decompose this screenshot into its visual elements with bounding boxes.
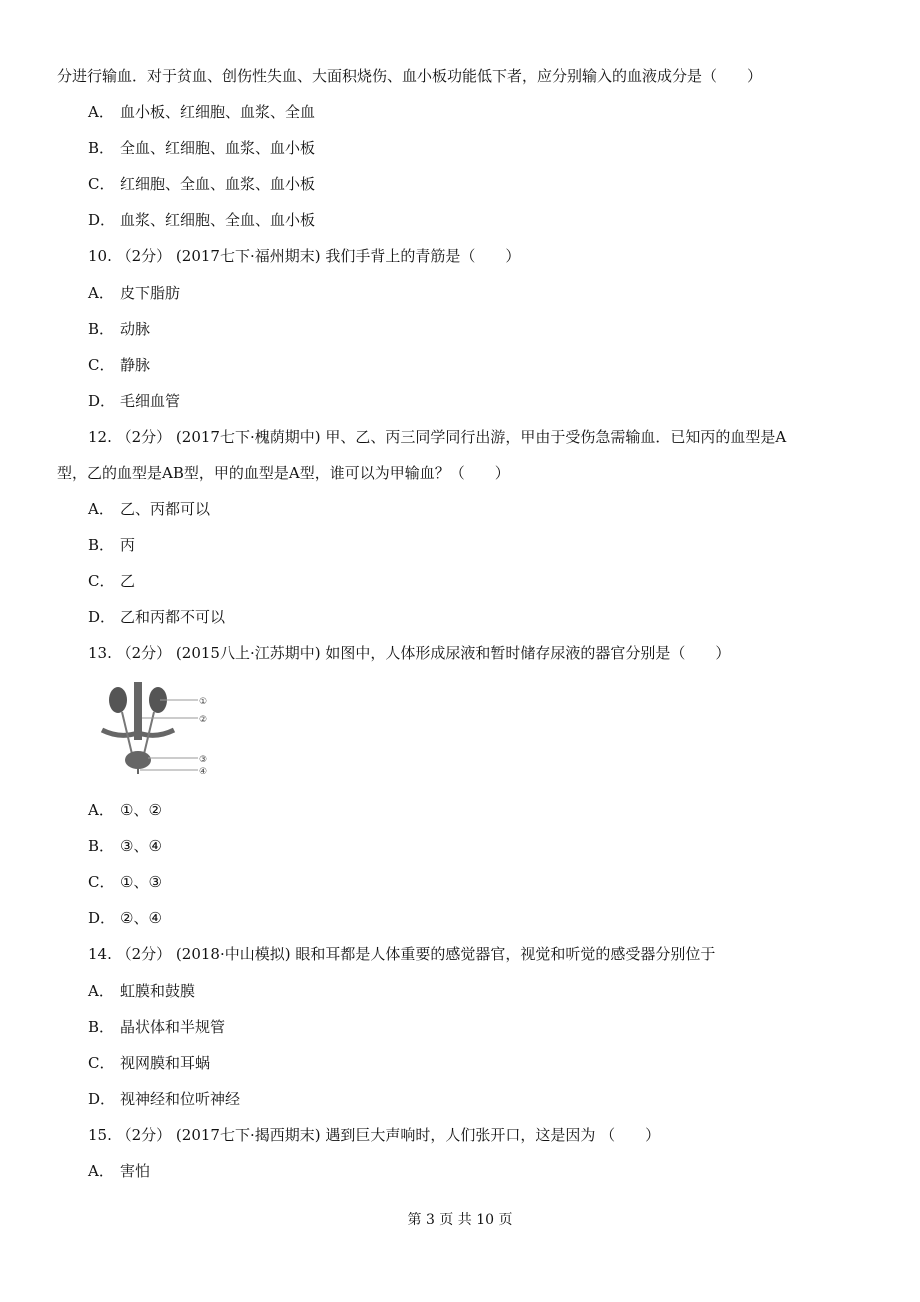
question-10-stem: 10. （2分） (2017七下·福州期末) 我们手背上的青筋是（ ） (88, 247, 521, 265)
q10-option-c: C． 静脉 (88, 356, 151, 374)
q13-option-b: B． ③、④ (88, 837, 162, 855)
q13-option-a: A． ①、② (88, 801, 162, 819)
q13-option-d: D． ②、④ (88, 909, 162, 927)
q12-option-c: C． 乙 (88, 572, 136, 590)
q12-option-b: B． 丙 (88, 536, 136, 554)
q14-option-d: D． 视神经和位听神经 (88, 1090, 241, 1108)
page-footer: 第 3 页 共 10 页 (407, 1212, 513, 1228)
question-12-stem-line1: 12. （2分） (2017七下·槐荫期中) 甲、乙、丙三同学同行出游，甲由于受伤急需输血．已知丙的血型是A (88, 428, 787, 446)
q9-option-d: D． 血浆、红细胞、全血、血小板 (88, 211, 316, 229)
q15-option-a: A． 害怕 (88, 1162, 151, 1180)
q14-option-a: A． 虹膜和鼓膜 (88, 982, 196, 1000)
figure-label-2: ② (199, 715, 208, 725)
q9-option-a: A． 血小板、红细胞、血浆、全血 (88, 103, 316, 121)
urinary-system-figure (98, 678, 210, 776)
q13-option-c: C． ①、③ (88, 873, 162, 891)
q9-option-b: B． 全血、红细胞、血浆、血小板 (88, 139, 316, 157)
q10-option-a: A． 皮下脂肪 (88, 284, 181, 302)
q12-option-d: D． 乙和丙都不可以 (88, 608, 226, 626)
question-13-stem: 13. （2分） (2015八上·江苏期中) 如图中，人体形成尿液和暂时储存尿液的器官分别是（ ） (88, 644, 731, 662)
q12-option-a: A． 乙、丙都可以 (88, 500, 211, 518)
question-15-stem: 15. （2分） (2017七下·揭西期末) 遇到巨大声响时，人们张开口，这是因为 （ ） (88, 1126, 661, 1144)
figure-label-1: ① (199, 697, 208, 707)
q10-option-d: D． 毛细血管 (88, 392, 181, 410)
q14-option-c: C． 视网膜和耳蜗 (88, 1054, 211, 1072)
figure-label-3: ③ (199, 755, 208, 765)
q10-option-b: B． 动脉 (88, 320, 151, 338)
question-12-stem-line2: 型，乙的血型是AB型，甲的血型是A型，谁可以为甲输血？（ ） (57, 464, 510, 482)
figure-label-4: ④ (199, 767, 208, 776)
q9-option-c: C． 红细胞、全血、血浆、血小板 (88, 175, 316, 193)
question-9-continuation: 分进行输血．对于贫血、创伤性失血、大面积烧伤、血小板功能低下者，应分别输入的血液成分是（ ） (57, 67, 763, 85)
question-14-stem: 14. （2分） (2018·中山模拟) 眼和耳都是人体重要的感觉器官，视觉和听觉的感受器分别位于 (88, 945, 716, 963)
q14-option-b: B． 晶状体和半规管 (88, 1018, 226, 1036)
